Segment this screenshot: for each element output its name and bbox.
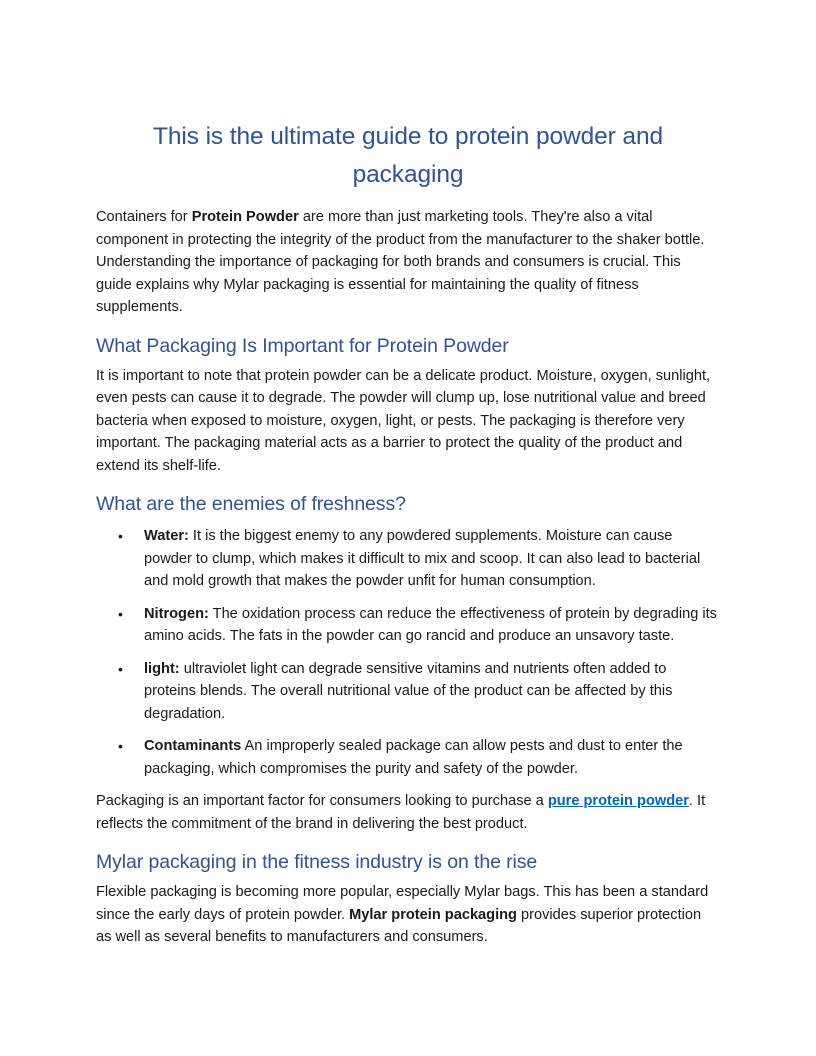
list-item-term: light: — [144, 660, 180, 677]
consumer-text-start: Packaging is an important factor for consumers looking to purchase a — [96, 793, 548, 809]
list-item-text: The oxidation process can reduce the effectiveness of protein by degrading its amino acids. The fats in the powder can go rancid and produce an unsavory taste. — [144, 605, 717, 644]
bullet-icon: • — [118, 660, 123, 677]
list-item-term: Contaminants — [144, 738, 242, 754]
list-item-contaminants — [118, 735, 720, 780]
bullet-icon: • — [118, 528, 123, 544]
intro-text-start: Containers for — [96, 209, 192, 225]
bullet-icon: • — [118, 738, 123, 754]
mylar-text-start: Flexible packaging is becoming more popular, especially Mylar bags. This has been a standard since the early days of protein powder. — [96, 884, 709, 923]
title-line-2: packaging — [352, 161, 464, 188]
list-item-light — [118, 658, 720, 726]
intro-bold-term: Protein Powder — [191, 209, 299, 225]
list-item-text: ultraviolet light can degrade sensitive vitamins and nutrients often added to proteins blends. The overall nutritional value of the product can be affected by this degradation. — [144, 660, 673, 722]
list-item-text: An improperly sealed package can allow pests and dust to enter the packaging, which compromises the purity and safety of the powder. — [144, 738, 683, 777]
consumer-text-end: . It reflects the commitment of the brand in delivering the best product. — [96, 793, 706, 832]
list-item-term: Nitrogen: — [144, 605, 209, 622]
pure-protein-powder-link[interactable]: pure protein powder — [547, 793, 689, 809]
consumer-factor-paragraph — [96, 790, 720, 835]
list-item-nitrogen — [118, 603, 720, 648]
intro-paragraph — [96, 206, 720, 319]
packaging-important-paragraph: It is important to note that protein powder can be a delicate product. Moisture, oxygen, sunlight, even pests can cause it to degrade. The powder will clump up, lose nutritional value and breed bacteria when exposed to moisture, oxygen, light, or pests. The packaging is therefore very important. The packaging material acts as a barrier to protect the quality of the product and extend its shelf-life. — [96, 367, 711, 474]
document-title — [96, 118, 720, 194]
title-line-1: This is the ultimate guide to protein powder and — [153, 123, 663, 150]
mylar-paragraph — [96, 881, 720, 949]
list-item-water — [118, 525, 720, 593]
bullet-icon: • — [118, 605, 123, 622]
intro-text-end: are more than just marketing tools. They're also a vital component in protecting the integrity of the product from the manufacturer to the shaker bottle. Understanding the importance of packaging for both brands and consumers is crucial. This guide explains why Mylar packaging is essential for maintaining the quality of fitness supplements. — [96, 209, 705, 315]
mylar-bold-term: Mylar protein packaging — [349, 906, 517, 923]
list-item-text: It is the biggest enemy to any powdered supplements. Moisture can cause powder to clump, which makes it difficult to mix and scoop. It can also lead to bacterial and mold growth that makes the powder unfit for human consumption. — [144, 528, 701, 589]
document-page — [96, 118, 720, 949]
list-item-term: Water: — [144, 528, 189, 544]
heading-mylar-rise: Mylar packaging in the fitness industry is on the rise — [96, 851, 538, 873]
heading-enemies-of-freshness: What are the enemies of freshness? — [96, 493, 406, 515]
enemies-list — [96, 525, 720, 780]
heading-packaging-important: What Packaging Is Important for Protein Powder — [96, 334, 509, 357]
mylar-text-end: provides superior protection as well as several benefits to manufacturers and consumers. — [96, 906, 702, 945]
